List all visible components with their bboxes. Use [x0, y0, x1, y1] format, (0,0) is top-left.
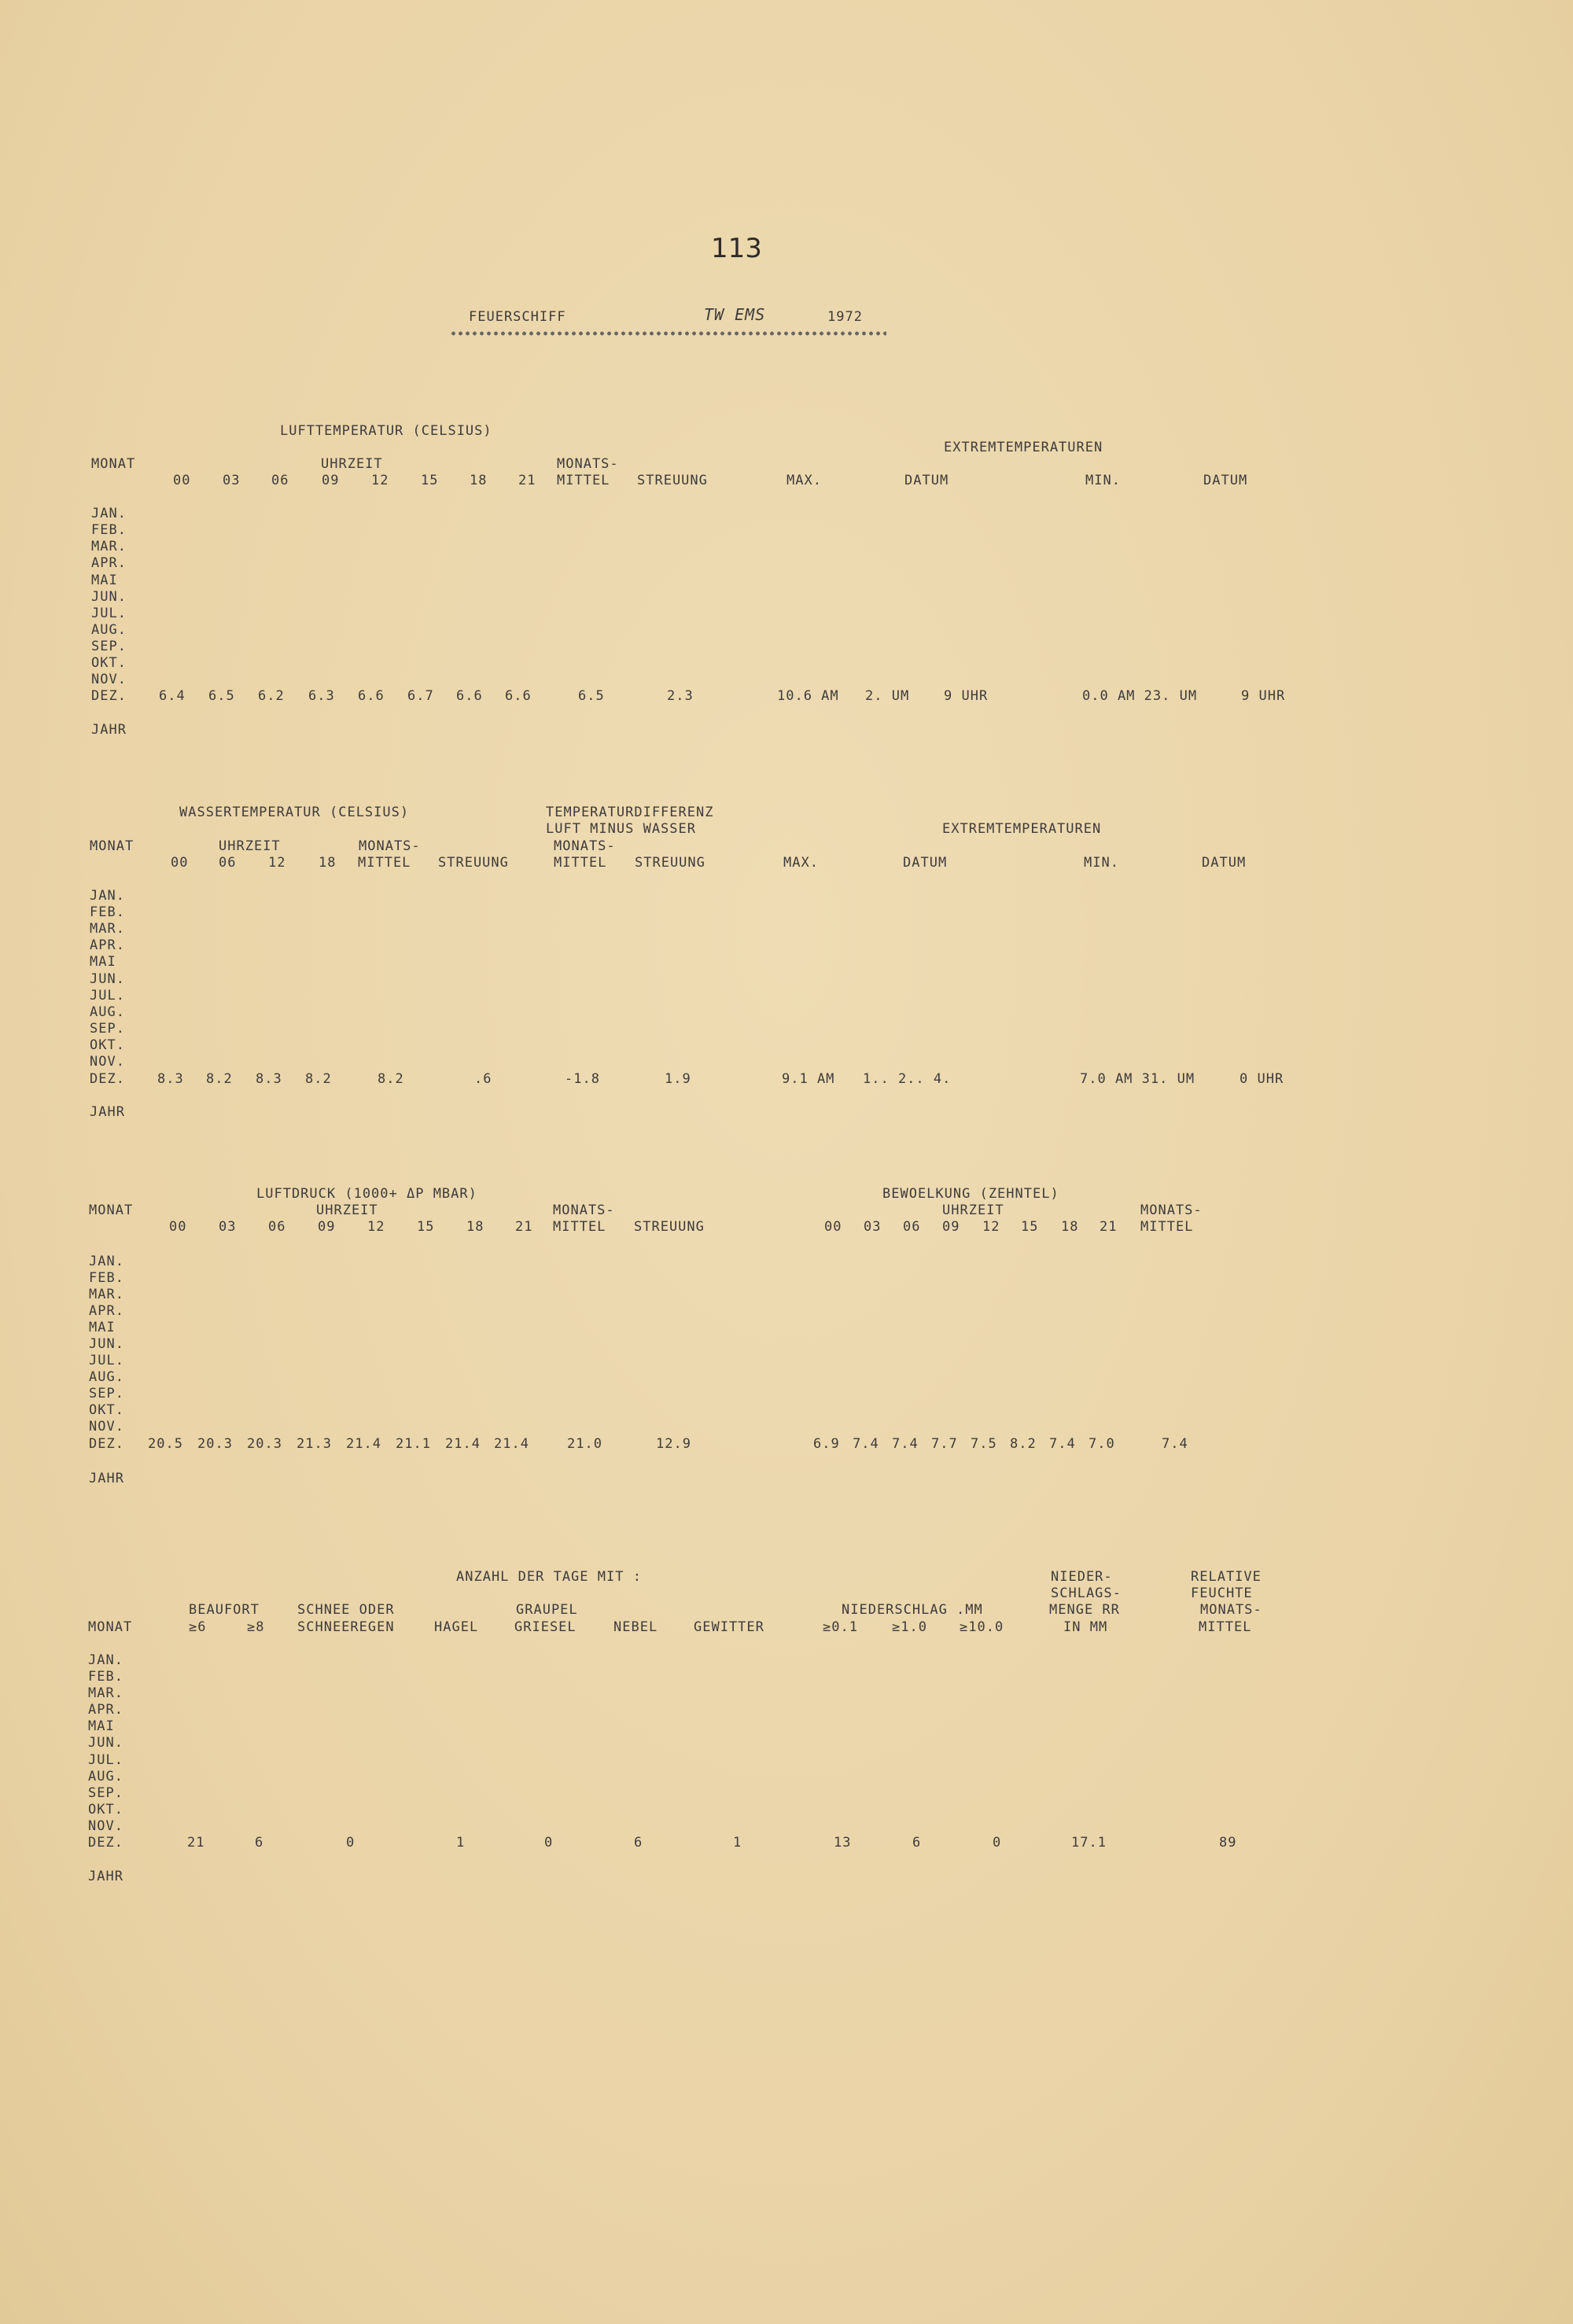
cloud-hour: 03: [864, 1219, 882, 1235]
col-hour: 09: [318, 1219, 336, 1235]
col-monat: MONAT: [88, 1619, 133, 1635]
value-mittel: 8.2: [378, 1071, 404, 1087]
col-monat: MONAT: [91, 456, 136, 472]
col-hour: 06: [271, 473, 289, 488]
value-cell: 6: [634, 1835, 643, 1851]
col-hour: 06: [219, 855, 237, 871]
col-mittel: MITTEL: [557, 473, 610, 488]
cloud-value: 7.5: [971, 1436, 997, 1452]
col-gewitter: GEWITTER: [694, 1619, 764, 1635]
value-max-uhr: 9 UHR: [944, 688, 989, 704]
col-niedermenge: IN MM: [1063, 1619, 1108, 1635]
month-label: OKT.: [88, 1802, 123, 1818]
value-cell: 21.4: [494, 1436, 529, 1452]
value-cell: 20.5: [148, 1436, 183, 1452]
value-cell: 6: [912, 1835, 922, 1851]
month-label: NOV.: [88, 1818, 123, 1834]
cloud-value: 7.4: [1049, 1436, 1076, 1452]
col-hour: 15: [417, 1219, 435, 1235]
col-mittel: MITTEL: [358, 855, 411, 871]
value-streuung: 2.3: [667, 688, 694, 704]
cloud-value: 7.7: [931, 1436, 958, 1452]
col-datum: DATUM: [903, 855, 948, 871]
col-relative: MITTEL: [1199, 1619, 1252, 1635]
col-max: MAX.: [786, 473, 822, 488]
col-monat: MONAT: [90, 838, 134, 854]
month-label: DEZ.: [89, 1436, 124, 1452]
month-label: DEZ.: [91, 688, 127, 704]
value-max: 9.1 AM: [782, 1071, 835, 1087]
month-label: SEP.: [89, 1386, 124, 1401]
value-cell: 21.3: [297, 1436, 332, 1452]
month-label: FEB.: [89, 1270, 124, 1286]
month-label: SEP.: [88, 1785, 123, 1801]
month-label: MAR.: [90, 921, 125, 937]
cloud-value: 7.4: [853, 1436, 879, 1452]
month-label: JUN.: [88, 1735, 123, 1751]
col-datum: DATUM: [1202, 855, 1247, 871]
col-hour: 18: [466, 1219, 484, 1235]
value-streuung: 12.9: [656, 1436, 691, 1452]
month-label: MAR.: [89, 1287, 124, 1302]
month-label: JUN.: [90, 971, 125, 987]
value-cell: 6.6: [505, 688, 532, 704]
col-uhrzeit: UHRZEIT: [321, 456, 383, 472]
col-streuung: STREUUNG: [635, 855, 705, 871]
col-hour: 21: [515, 1219, 533, 1235]
month-label: MAI: [90, 954, 116, 970]
col-monats: MONATS-: [359, 838, 421, 854]
value-cell: 13: [834, 1835, 852, 1851]
cloud-value: 6.9: [813, 1436, 840, 1452]
section-title: ANZAHL DER TAGE MIT :: [456, 1569, 642, 1585]
cloud-value: 7.0: [1089, 1436, 1115, 1452]
month-label: SEP.: [90, 1021, 125, 1037]
col-datum: DATUM: [904, 473, 949, 488]
month-label: JUN.: [91, 589, 127, 605]
value-cell: 6.3: [308, 688, 335, 704]
col-n100: ≥10.0: [960, 1619, 1004, 1635]
value-cell: 20.3: [197, 1436, 233, 1452]
month-label: AUG.: [89, 1369, 124, 1385]
col-streuung: STREUUNG: [438, 855, 509, 871]
cloud-uhrzeit: UHRZEIT: [942, 1203, 1004, 1218]
cloud-hour: 12: [982, 1219, 1000, 1235]
value-cell: 8.2: [206, 1071, 233, 1087]
month-label: APR.: [91, 555, 127, 571]
month-label: OKT.: [90, 1037, 125, 1053]
header-vessel: FEUERSCHIFF: [469, 309, 566, 325]
col-hour: 03: [223, 473, 241, 488]
col-relative: MONATS-: [1200, 1602, 1262, 1618]
cloud-hour: 09: [942, 1219, 960, 1235]
col-relative: FEUCHTE: [1191, 1586, 1253, 1601]
month-label: JAN.: [89, 1254, 124, 1269]
section-title: LUFTDRUCK (1000+ ΔP MBAR): [256, 1186, 477, 1202]
value-cell: 8.2: [305, 1071, 332, 1087]
col-beaufort: BEAUFORT: [189, 1602, 260, 1618]
section-title: WASSERTEMPERATUR (CELSIUS): [179, 805, 410, 820]
col-hour: 09: [322, 473, 340, 488]
col-monats: MONATS-: [553, 1203, 615, 1218]
value-cell: 1: [456, 1835, 466, 1851]
value-mittel: 6.5: [578, 688, 605, 704]
col-hour: 06: [268, 1219, 286, 1235]
col-uhrzeit: UHRZEIT: [219, 838, 281, 854]
month-label: MAI: [88, 1718, 115, 1734]
value-cell: 21.1: [396, 1436, 431, 1452]
col-nebel: NEBEL: [613, 1619, 658, 1635]
value-cell: 21: [187, 1835, 205, 1851]
page-number: 113: [711, 233, 762, 264]
value-min: 0.0 AM 23. UM: [1082, 688, 1198, 704]
month-label: FEB.: [91, 522, 127, 538]
cloud-hour: 06: [903, 1219, 921, 1235]
month-label: DEZ.: [90, 1071, 125, 1087]
month-label: AUG.: [90, 1004, 125, 1020]
value-min: 7.0 AM 31. UM: [1080, 1071, 1195, 1087]
value-max: 10.6 AM: [777, 688, 839, 704]
header-year: 1972: [827, 309, 863, 325]
col-niedermenge: SCHLAGS-: [1051, 1586, 1122, 1601]
cloud-hour: 15: [1021, 1219, 1039, 1235]
value-streuung: .6: [474, 1071, 492, 1087]
col-hour: 00: [173, 473, 191, 488]
month-label: APR.: [90, 937, 125, 953]
month-label: AUG.: [88, 1769, 123, 1784]
value-cell: 0: [544, 1835, 554, 1851]
col-hour: 12: [371, 473, 389, 488]
col-hour: 00: [169, 1219, 187, 1235]
col-hour: 15: [421, 473, 439, 488]
col-hour: 18: [470, 473, 488, 488]
col-griesel: GRIESEL: [514, 1619, 577, 1635]
value-cell: 89: [1219, 1835, 1237, 1851]
month-label: JUL.: [91, 606, 127, 621]
col-uhrzeit: UHRZEIT: [316, 1203, 378, 1218]
month-label: AUG.: [91, 622, 127, 638]
value-cell: 8.3: [256, 1071, 282, 1087]
header-station: TW EMS: [704, 305, 766, 324]
month-label: NOV.: [91, 672, 127, 687]
value-diff-mittel: -1.8: [565, 1071, 600, 1087]
cloud-value: 8.2: [1010, 1436, 1037, 1452]
col-b6: ≥6: [189, 1619, 207, 1635]
month-label: APR.: [89, 1303, 124, 1319]
col-relative: RELATIVE: [1191, 1569, 1262, 1585]
section-subtitle-diff: LUFT MINUS WASSER: [546, 821, 696, 837]
cloud-mittel-value: 7.4: [1162, 1436, 1188, 1452]
col-min: MIN.: [1084, 855, 1119, 871]
col-schnee: SCHNEE ODER: [297, 1602, 395, 1618]
value-cell: 6.4: [159, 688, 186, 704]
col-b8: ≥8: [247, 1619, 265, 1635]
month-label: JUN.: [89, 1336, 124, 1352]
month-label: NOV.: [90, 1054, 125, 1070]
month-label: MAI: [91, 573, 118, 588]
value-cell: 8.3: [157, 1071, 184, 1087]
extrem-heading: EXTREMTEMPERATUREN: [944, 440, 1103, 455]
month-label: JAN.: [88, 1652, 123, 1668]
col-mittel: MITTEL: [554, 855, 607, 871]
col-hour: 18: [319, 855, 337, 871]
month-label: JUL.: [90, 988, 125, 1004]
value-cell: 6.6: [358, 688, 385, 704]
value-cell: 6: [255, 1835, 264, 1851]
col-niedermenge: NIEDER-: [1051, 1569, 1113, 1585]
col-niederschlag: NIEDERSCHLAG .MM: [842, 1602, 983, 1618]
col-n10: ≥1.0: [892, 1619, 927, 1635]
col-hour: 12: [367, 1219, 385, 1235]
section-title: LUFTTEMPERATUR (CELSIUS): [280, 423, 492, 439]
month-label: APR.: [88, 1702, 123, 1718]
month-label: DEZ.: [88, 1835, 123, 1851]
value-min-uhr: 9 UHR: [1241, 688, 1286, 704]
value-diff-streuung: 1.9: [665, 1071, 691, 1087]
value-cell: 21.4: [346, 1436, 381, 1452]
cloud-hour: 18: [1061, 1219, 1079, 1235]
cloud-mittel: MITTEL: [1140, 1219, 1194, 1235]
month-label: JUL.: [88, 1752, 123, 1768]
col-monats: MONATS-: [557, 456, 619, 472]
year-label: JAHR: [88, 1869, 123, 1884]
value-max-datum: 2. UM: [865, 688, 910, 704]
value-cell: 21.4: [445, 1436, 481, 1452]
cloud-hour: 00: [824, 1219, 842, 1235]
month-label: JAN.: [90, 888, 125, 904]
value-cell: 1: [733, 1835, 742, 1851]
month-label: FEB.: [88, 1669, 123, 1685]
col-streuung: STREUUNG: [637, 473, 708, 488]
header-dotted-rule: [450, 330, 886, 337]
col-datum: DATUM: [1203, 473, 1248, 488]
value-min-uhr: 0 UHR: [1240, 1071, 1284, 1087]
value-cell: 0: [993, 1835, 1002, 1851]
month-label: NOV.: [89, 1419, 124, 1435]
cloud-title: BEWOELKUNG (ZEHNTEL): [882, 1186, 1059, 1202]
col-hour: 21: [518, 473, 536, 488]
value-max-datum: 1.. 2.. 4.: [863, 1071, 952, 1087]
col-min: MIN.: [1085, 473, 1121, 488]
value-cell: 17.1: [1071, 1835, 1107, 1851]
cloud-hour: 21: [1100, 1219, 1118, 1235]
col-schnee: SCHNEEREGEN: [297, 1619, 395, 1635]
value-cell: 20.3: [247, 1436, 282, 1452]
month-label: MAR.: [88, 1685, 123, 1701]
value-cell: 6.5: [208, 688, 235, 704]
month-label: FEB.: [90, 904, 125, 920]
month-label: MAI: [89, 1320, 116, 1335]
cloud-value: 7.4: [892, 1436, 919, 1452]
year-label: JAHR: [91, 722, 127, 738]
extrem-heading: EXTREMTEMPERATUREN: [942, 821, 1102, 837]
col-streuung: STREUUNG: [634, 1219, 705, 1235]
year-label: JAHR: [89, 1471, 124, 1486]
value-cell: 6.7: [407, 688, 434, 704]
cloud-monats: MONATS-: [1140, 1203, 1203, 1218]
col-n01: ≥0.1: [823, 1619, 858, 1635]
col-hour: 12: [268, 855, 286, 871]
col-hour: 00: [171, 855, 189, 871]
col-hour: 03: [219, 1219, 237, 1235]
month-label: JUL.: [89, 1353, 124, 1368]
col-hagel: HAGEL: [434, 1619, 479, 1635]
month-label: JAN.: [91, 506, 127, 521]
col-graupel: GRAUPEL: [516, 1602, 578, 1618]
value-mittel: 21.0: [567, 1436, 602, 1452]
month-label: SEP.: [91, 639, 127, 654]
col-monats: MONATS-: [554, 838, 616, 854]
month-label: OKT.: [91, 655, 127, 671]
col-mittel: MITTEL: [553, 1219, 606, 1235]
value-cell: 0: [346, 1835, 355, 1851]
year-label: JAHR: [90, 1104, 125, 1120]
month-label: OKT.: [89, 1402, 124, 1418]
col-niedermenge: MENGE RR: [1049, 1602, 1120, 1618]
value-cell: 6.6: [456, 688, 483, 704]
month-label: MAR.: [91, 539, 127, 554]
col-monat: MONAT: [89, 1203, 134, 1218]
value-cell: 6.2: [258, 688, 285, 704]
section-title-diff: TEMPERATURDIFFERENZ: [546, 805, 714, 820]
col-max: MAX.: [783, 855, 819, 871]
